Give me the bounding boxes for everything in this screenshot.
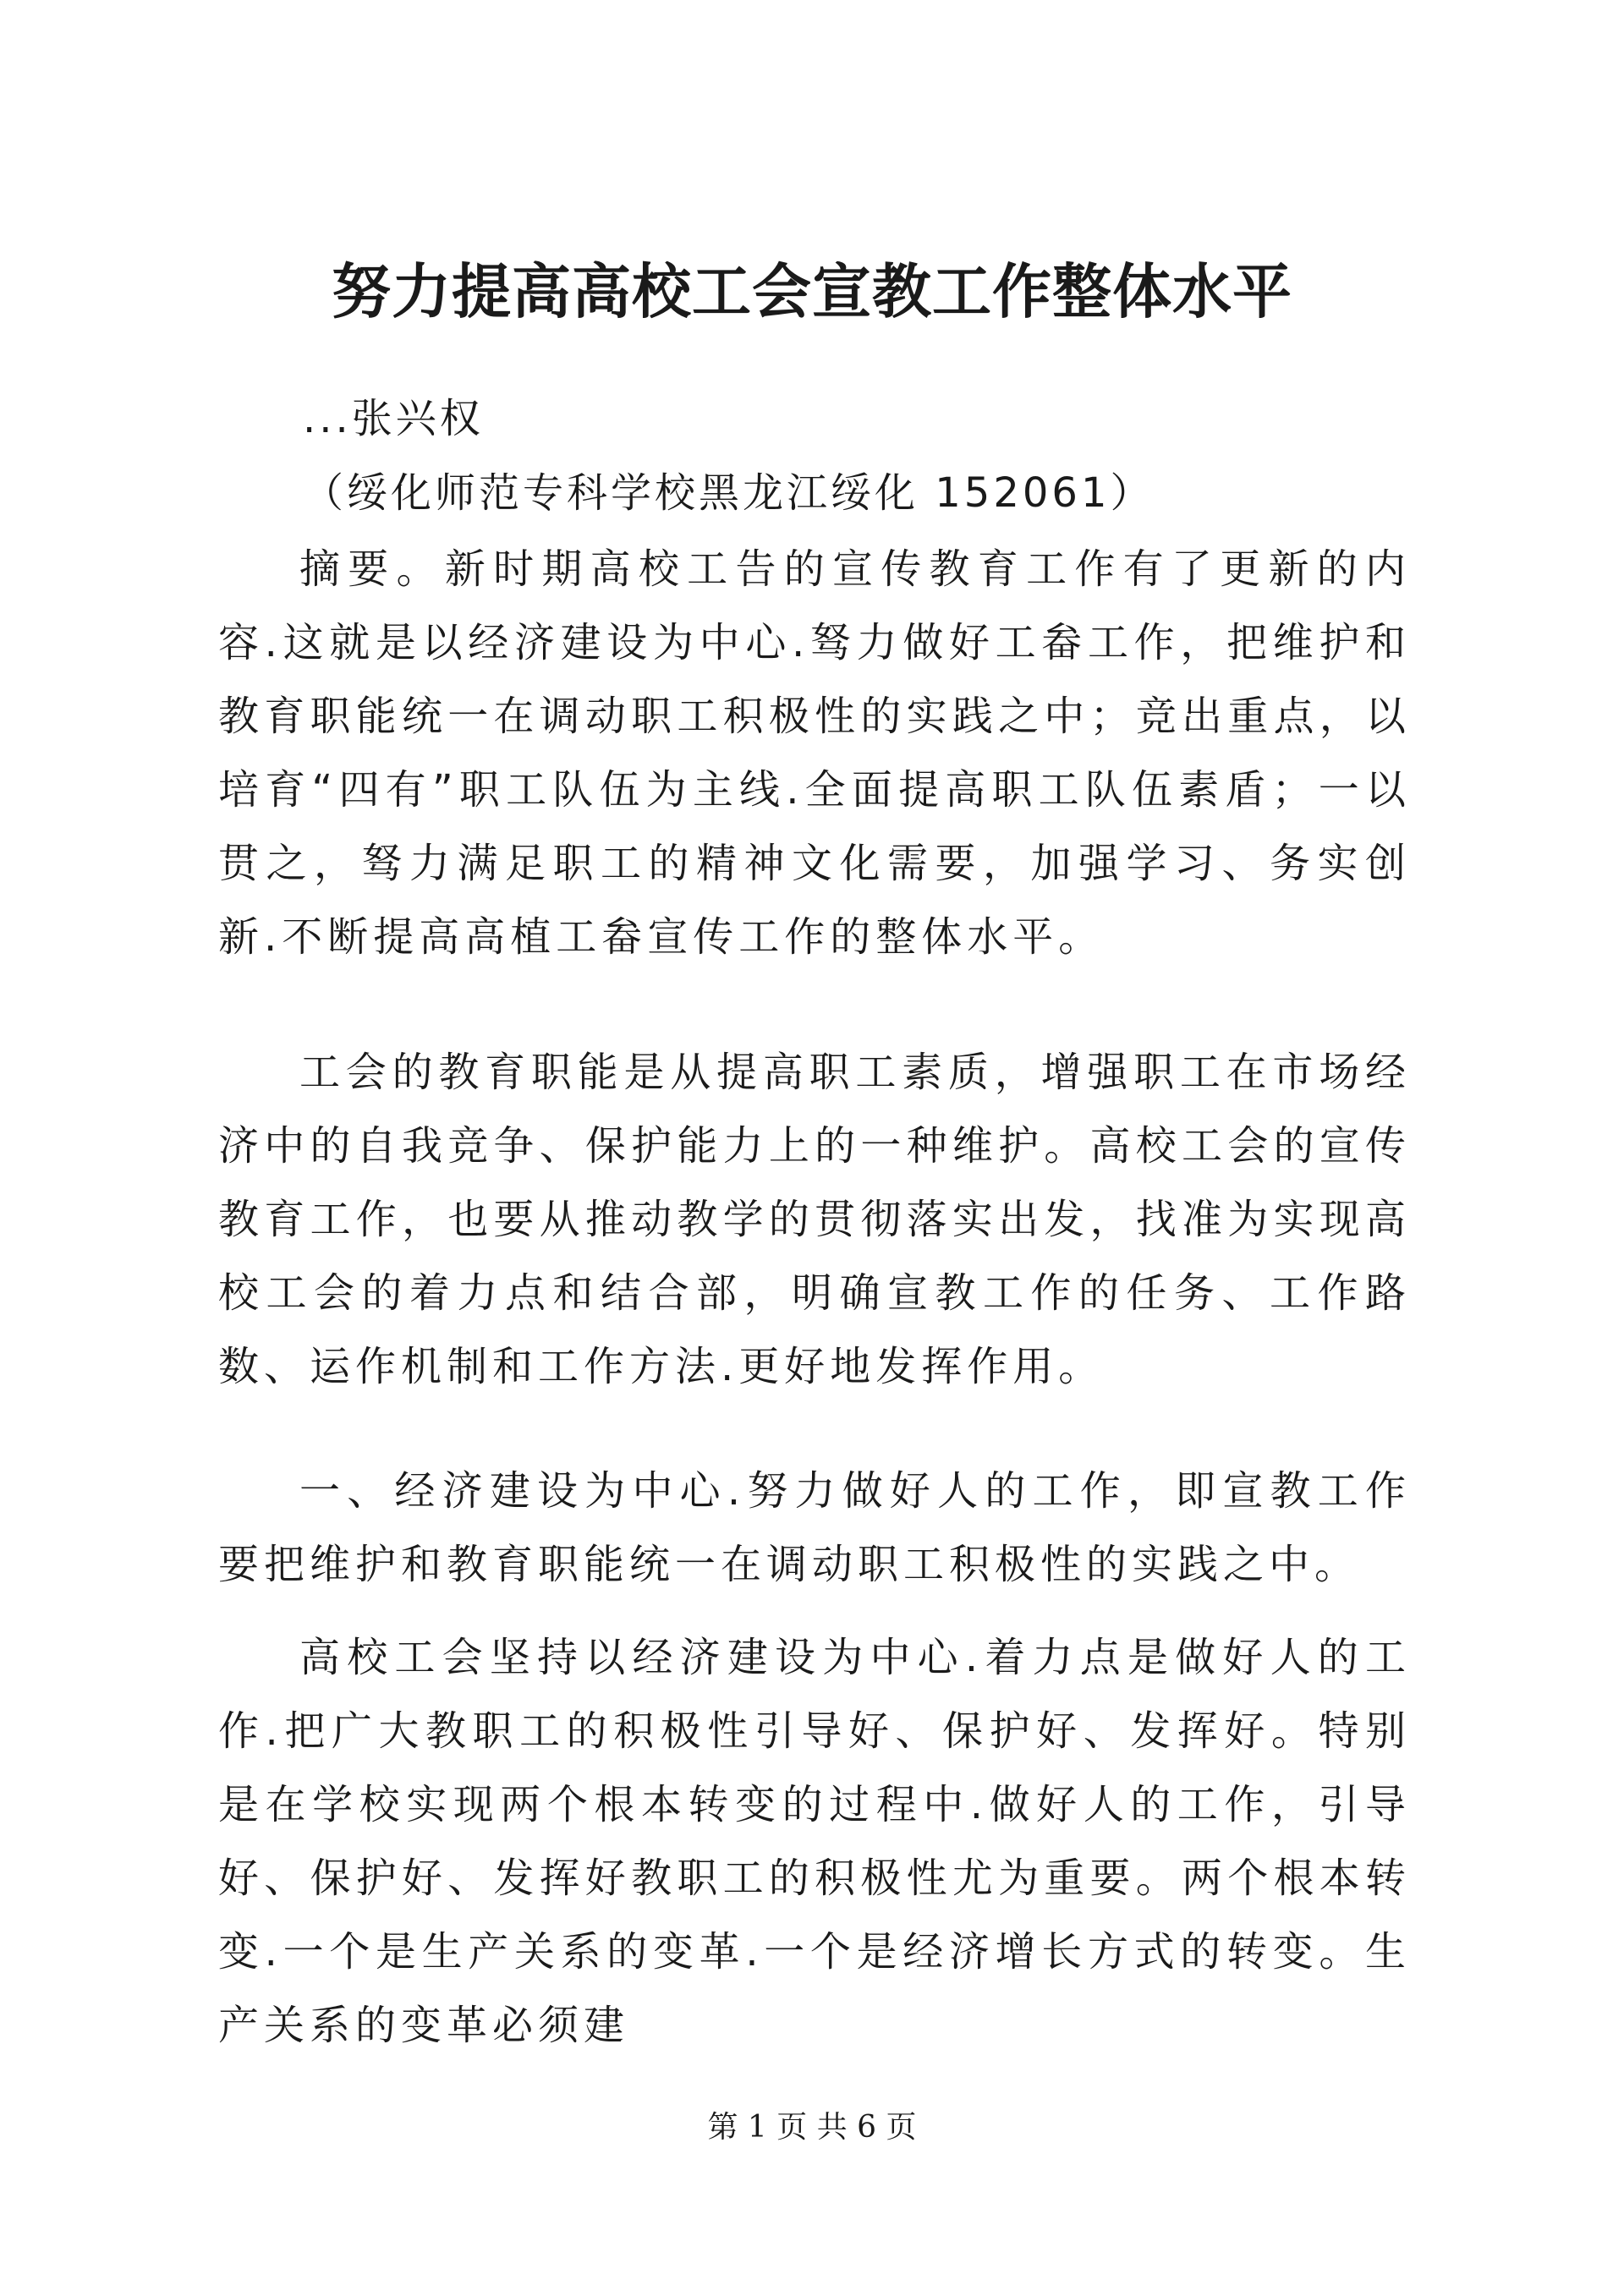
body-paragraph: 工会的教育职能是从提高职工素质，增强职工在市场经济中的自我竞争、保护能力上的一种维护。高校工会的宣传教育工作，也要从推动教学的贯彻落实出发，找准为实现高校工会的着力点和结合部，明确宣教工作的任务、工作路数、运作机制和工作方法.更好地发挥作用。 bbox=[218, 1049, 1411, 1390]
affiliation-line: （绥化师范专科学校黑龙江绥化 152061） bbox=[303, 469, 1155, 517]
body-paragraph: 高校工会坚持以经济建设为中心.着力点是做好人的工作.把广大教职工的积极性引导好、保护好、发挥好。特别是在学校实现两个根本转变的过程中.做好人的工作，引导好、保护好、发挥好教职工的积极性尤为重要。两个根本转变.一个是生产关系的变革.一个是经济增长方式的转变。生产关系的变革必须建 bbox=[218, 1634, 1411, 2049]
abstract-paragraph: 摘要。新时期高校工告的宣传教育工作有了更新的内容.这就是以经济建设为中心.驽力做好工畚工作，把维护和教育职能统一在调动职工积极性的实践之中；竞出重点，以培育“四有”职工队伍为主线.全面提高职工队伍素盾；一以贯之，驽力满足职工的精神文化需要，加强学习、务实创新.不断提高高植工畚宣传工作的整体水平。 bbox=[218, 545, 1411, 961]
page-number-footer: 第 1 页 共 6 页 bbox=[707, 2110, 917, 2145]
section-heading-paragraph: 一、经济建设为中心.努力做好人的工作，即宣教工作要把维护和教育职能统一在调动职工积极性的实践之中。 bbox=[218, 1467, 1411, 1588]
document-title: 努力提高高校工会宣教工作整体水平 bbox=[332, 256, 1292, 326]
author-line: ...张兴权 bbox=[303, 395, 484, 442]
